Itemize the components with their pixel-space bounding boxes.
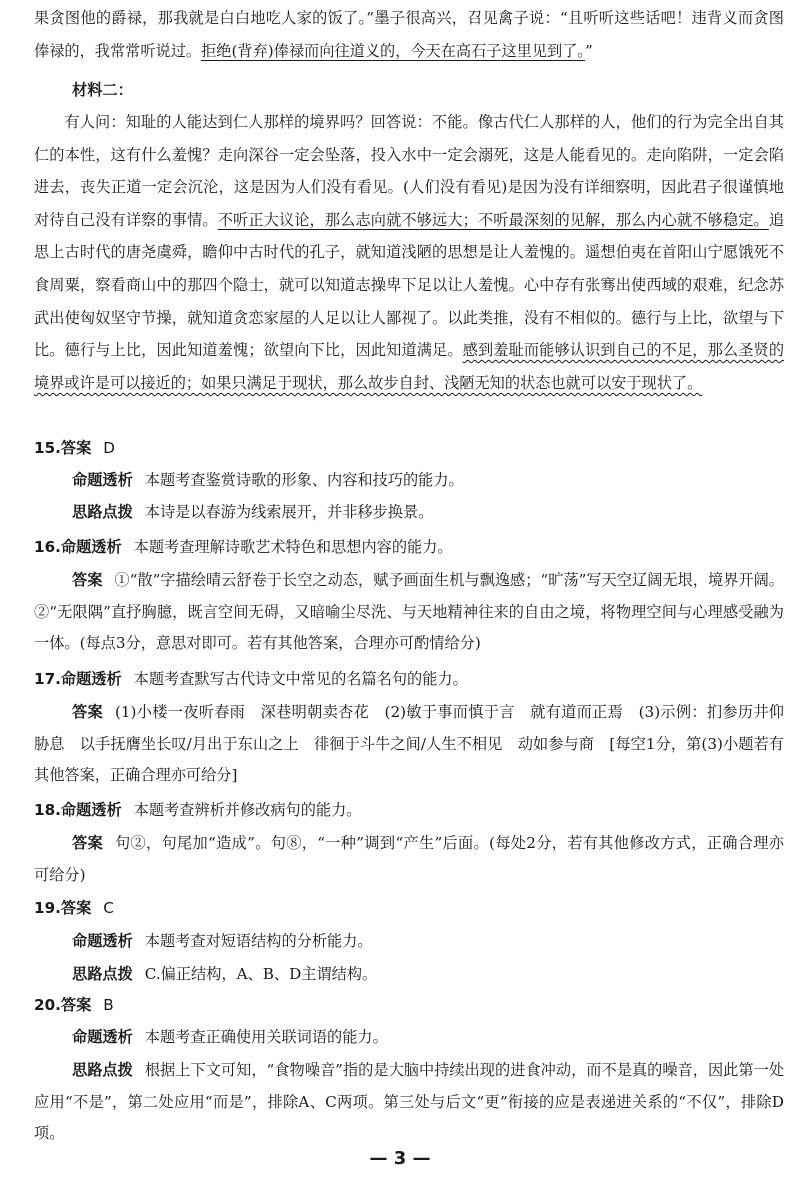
q18-answer-label: 答案 — [72, 834, 104, 852]
q20-hint-block — [34, 1055, 784, 1150]
q15-answer-line — [34, 433, 784, 465]
q16-answer-block — [34, 565, 784, 660]
q20-insight-line — [72, 1022, 784, 1054]
q19-hint-label: 思路点拨 — [72, 965, 133, 983]
q19-answer: C — [103, 899, 114, 917]
q17-insight-line — [34, 664, 784, 696]
material2-text-a: 有人问：知耻的人能达到仁人那样的境界吗？回答说：不能。像古代仁人那样的人，他们的行为完全出自其仁的本性，这有什么羞愧？走向深谷一定会坠落，投入水中一定会溺死，这是人能看见的。走向陷阱，一定会陷进去，丧失正道一定会沉沦，这是因为人们没有看见。(人们没有看见)是因为没有详细察明，因此君子很谨慎地对待自己没有详察的事情。 — [34, 113, 784, 229]
q19-insight: 本题考查对短语结构的分析能力。 — [144, 932, 373, 950]
material1-tail-paragraph — [34, 2, 784, 67]
material2-wavy-text: 感到羞耻而能够认识到自己的不足，那么圣贤的境界或许是可以接近的；如果只满足于现状，那么故步自封、浅陋无知的状态也就可以安于现状了。 — [34, 341, 784, 392]
q18-number: 18. — [34, 801, 61, 819]
material1-underlined-text: 拒绝(背弃)俸禄而向往道义的，今天在高石子这里见到了。 — [201, 41, 586, 60]
material2-paragraph — [34, 106, 784, 399]
page-number: — 3 — — [369, 1148, 431, 1169]
q20-hint: 根据上下文可知，“食物噪音”指的是大脑中持续出现的进食冲动，而不是真的噪音，因此第一处应用“不是”，第二处应用“而是”，排除A、C两项。第三处与后文“更”衔接的应是表递进关系的“不仅”，排除D项。 — [34, 1061, 785, 1142]
q19-insight-line — [72, 926, 784, 958]
q20-insight-label: 命题透析 — [72, 1028, 133, 1046]
q15-hint: 本诗是以春游为线索展开，并非移步换景。 — [144, 503, 434, 521]
material1-closing-quote: ” — [585, 41, 593, 60]
q18-insight-line — [34, 795, 784, 827]
q19-insight-label: 命题透析 — [72, 932, 133, 950]
material2-text-b: 追思上古时代的唐尧虞舜，瞻仰中古时代的孔子，就知道浅陋的思想是让人羞愧的。遥想伯夷在首阳山宁愿饿死不食周粟，察看商山中的那四个隐士，就可以知道志操卑下足以让人羞愧。心中存有张骞出使西域的艰难，纪念苏武出使匈奴坚守节操，就知道贪恋家屋的人足以让人鄙视了。以此类推，没有不相似的。德行与上比，欲望与下比。德行与上比，因此知道羞愧；欲望向下比，因此知道满足。 — [34, 210, 784, 360]
q19-answer-line — [34, 893, 784, 925]
q17-insight: 本题考查默写古代诗文中常见的名篇名句的能力。 — [133, 670, 468, 688]
q18-insight: 本题考查辨析并修改病句的能力。 — [133, 801, 362, 819]
material2-heading: 材料二： — [72, 81, 133, 99]
q20-hint-label: 思路点拨 — [72, 1061, 133, 1079]
q20-answer-label: 答案 — [60, 996, 92, 1014]
q18-answer-block — [34, 828, 784, 891]
q20-insight: 本题考查正确使用关联词语的能力。 — [144, 1028, 388, 1046]
q15-insight-label: 命题透析 — [72, 471, 133, 489]
q15-hint-label: 思路点拨 — [72, 503, 133, 521]
q15-answer: D — [103, 439, 115, 457]
q15-insight-line — [72, 465, 784, 497]
q16-answer-label: 答案 — [72, 571, 103, 589]
q16-number: 16. — [34, 538, 61, 556]
q19-hint: C.偏正结构，A、B、D主谓结构。 — [144, 965, 378, 983]
q19-hint-line — [72, 959, 784, 991]
q17-answer-block — [34, 697, 784, 792]
q17-number: 17. — [34, 670, 61, 688]
q16-insight-line — [34, 532, 784, 564]
q15-hint-line — [72, 497, 784, 529]
q18-insight-label: 命题透析 — [60, 801, 122, 819]
q17-insight-label: 命题透析 — [60, 670, 122, 688]
q18-answer: 句②，句尾加“造成”。句⑧，“一种”调到“产生”后面。(每处2分，若有其他修改方式，正确合理亦可给分) — [34, 834, 784, 884]
q15-insight: 本题考查鉴赏诗歌的形象、内容和技巧的能力。 — [144, 471, 464, 489]
q16-insight-label: 命题透析 — [60, 538, 122, 556]
q16-answer: ①“散”字描绘晴云舒卷于长空之动态，赋予画面生机与飘逸感；“旷荡”写天空辽阔无垠，境界开阔。②“无限隅”直抒胸臆，既言空间无碍，又暗喻尘尽洗、与天地精神往来的自由之境，将物理空间与心理感受融为一体。(每点3分，意思对即可。若有其他答案，合理亦可酌情给分) — [34, 571, 784, 652]
q17-answer: (1)小楼一夜听春雨 深巷明朝卖杏花 (2)敏于事而慎于言 就有道而正焉 (3)示例：扪参历井仰胁息 以手抚膺坐长叹/月出于东山之上 徘徊于斗牛之间/人生不相见 动如参与商 [每空1分，第(3)小题若有其他答案，正确合理亦可给分] — [34, 703, 784, 784]
q16-insight: 本题考查理解诗歌艺术特色和思想内容的能力。 — [133, 538, 453, 556]
q19-answer-label: 答案 — [60, 899, 92, 917]
material1-text: 果贪图他的爵禄，那我就是白白地吃人家的饭了。”墨子很高兴，召见禽子说：“且听听这些话吧！违背义而贪图俸禄的，我常常听说过。 — [34, 9, 784, 60]
q17-answer-label: 答案 — [72, 703, 103, 721]
q19-number: 19. — [34, 899, 61, 917]
q20-number: 20. — [34, 996, 61, 1014]
q20-answer-line — [34, 990, 784, 1022]
q15-answer-label: 答案 — [60, 439, 92, 457]
material2-underlined-text: 不听正大议论，那么志向就不够远大；不听最深刻的见解，那么内心就不够稳定。 — [217, 210, 769, 229]
q15-number: 15. — [34, 439, 61, 457]
q20-answer: B — [103, 996, 114, 1014]
